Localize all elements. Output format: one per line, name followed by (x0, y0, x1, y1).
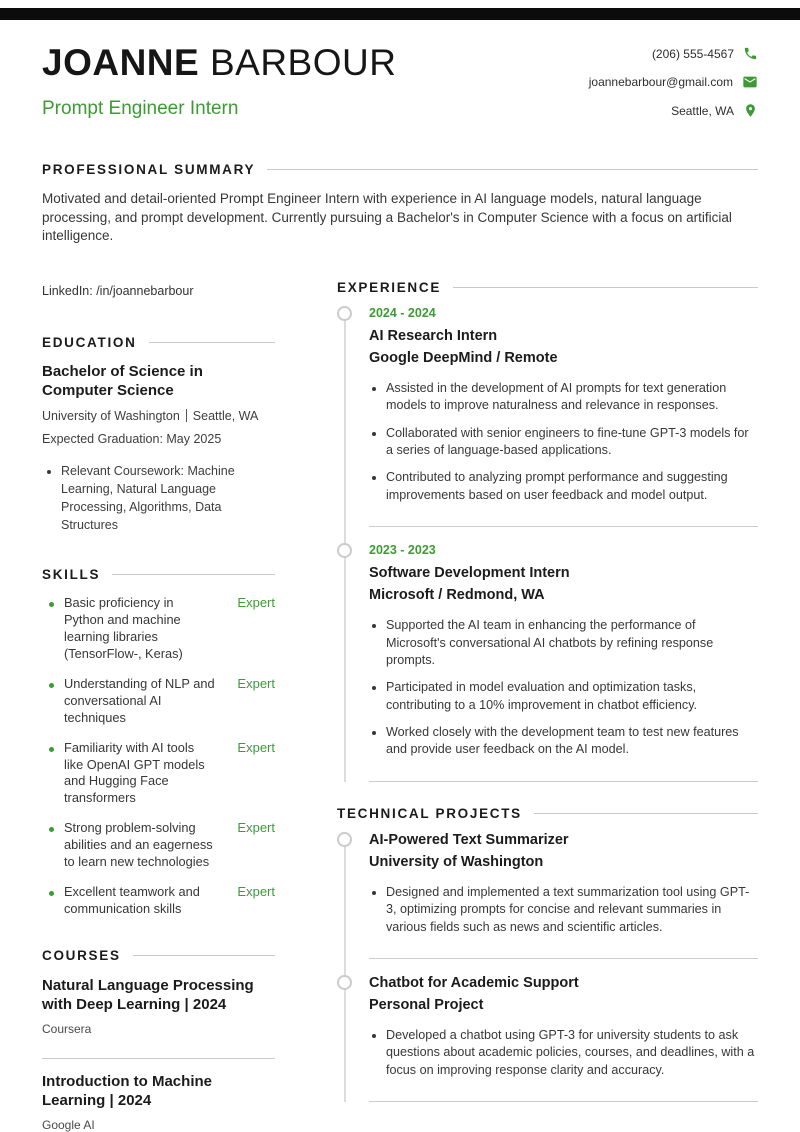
top-accent-bar (0, 8, 800, 20)
section-skills (42, 567, 275, 917)
education-heading: EDUCATION (42, 334, 137, 350)
entry-bullet: • Supported the AI team in enhancing the performance of Microsoft's conversational AI chatbots by refining response prompts. (386, 617, 758, 669)
entry-bullet: • Worked closely with the development team to test new features and provide user feedback on the AI model. (386, 724, 758, 759)
last-name: BARBOUR (209, 42, 397, 83)
heading-rule (534, 813, 758, 814)
section-experience (337, 280, 758, 782)
bullet-dot-icon (49, 602, 54, 607)
email-address: joannebarbour@gmail.com (588, 75, 733, 89)
course-divider (42, 1058, 275, 1059)
bullet-dot-icon (49, 747, 54, 752)
skill-item (42, 740, 275, 808)
courses-heading: COURSES (42, 947, 121, 963)
heading-rule (149, 342, 275, 343)
header (42, 44, 758, 131)
heading-rule (267, 169, 758, 170)
section-technical-projects (337, 806, 758, 1102)
courses-heading-row (42, 948, 275, 963)
location-pin-icon (743, 103, 758, 118)
entry-title: Software Development Intern (369, 565, 570, 582)
entry-divider (369, 526, 758, 527)
course-title: Natural Language Processing with Deep Learning | 2024 (42, 976, 254, 1013)
heading-rule (453, 287, 758, 288)
experience-entry (337, 543, 758, 782)
skill-name: Excellent teamwork and communication skills (64, 883, 200, 916)
timeline-marker-icon (337, 975, 352, 990)
contact-location (589, 103, 758, 118)
timeline-marker-icon (337, 832, 352, 847)
skill-name: Strong problem-solving abilities and an eagerness to learn new technologies (64, 820, 213, 869)
person-name (42, 44, 396, 83)
entry-subtitle: Microsoft / Redmond, WA (369, 587, 545, 604)
bullet-dot-icon (49, 891, 54, 896)
project-title: Chatbot for Academic Support (369, 974, 579, 991)
entry-dates: 2024 - 2024 (369, 305, 436, 320)
contact-block (589, 46, 758, 131)
section-courses (42, 948, 275, 1132)
location-text: Seattle, WA (671, 103, 734, 118)
entry-divider (369, 781, 758, 782)
bullet-dot-icon (49, 827, 54, 832)
course-provider: Google AI (42, 1117, 95, 1132)
entry-dates: 2023 - 2023 (369, 543, 436, 558)
project-entry (337, 832, 758, 959)
entry-bullet: • Collaborated with senior engineers to fine-tune GPT-3 models for a series of language-based applications. (386, 425, 758, 460)
timeline-marker-icon (337, 306, 352, 321)
entry-divider (369, 958, 758, 959)
right-column (337, 280, 758, 1132)
experience-heading: EXPERIENCE (337, 279, 442, 295)
course-provider: Coursera (42, 1021, 92, 1036)
skills-heading-row (42, 567, 275, 582)
project-title: AI-Powered Text Summarizer (369, 831, 569, 848)
experience-entry (337, 306, 758, 527)
projects-timeline (337, 832, 758, 1102)
skill-level: Expert (237, 595, 275, 611)
skill-name: Familiarity with AI tools like OpenAI GPT models and Hugging Face transformers (64, 739, 205, 806)
entry-bullet: • Assisted in the development of AI prompts for text generation models to improve naturalness and relevance in responses. (386, 380, 758, 415)
two-column-layout (42, 280, 758, 1132)
project-subtitle: University of Washington (369, 853, 544, 870)
identity-block (42, 44, 396, 120)
project-bullets (369, 1027, 758, 1079)
school-line (42, 409, 275, 423)
summary-heading: PROFESSIONAL SUMMARY (42, 162, 256, 177)
education-bullets (42, 463, 275, 534)
project-bullets (369, 884, 758, 936)
skill-level: Expert (237, 675, 275, 691)
separator-bar (186, 409, 187, 422)
experience-timeline (337, 306, 758, 782)
phone-number: (206) 555-4567 (651, 46, 734, 61)
linkedin-line: LinkedIn: /in/joannebarbour (42, 283, 194, 298)
project-entry (337, 975, 758, 1102)
projects-heading-row (337, 806, 758, 821)
entry-bullets (369, 617, 758, 759)
section-professional-summary (42, 162, 758, 246)
skill-item (42, 820, 275, 871)
left-column (42, 280, 275, 1132)
skill-level: Expert (237, 820, 275, 836)
skill-item (42, 676, 275, 727)
summary-text: Motivated and detail-oriented Prompt Engineer Intern with experience in AI language models, natural language processing, and prompt development. Currently pursuing a Bachelor's in Computer Science with a focus on artificial intelligence. (42, 191, 732, 244)
entry-bullet: • Contributed to analyzing prompt performance and suggesting improvements based on user feedback and model output. (386, 469, 758, 504)
heading-rule (133, 955, 275, 956)
job-title: Prompt Engineer Intern (42, 97, 239, 119)
skills-heading: SKILLS (42, 567, 101, 583)
entry-bullet: • Participated in model evaluation and optimization tasks, contributing to a 10% improvement in chatbot efficiency. (386, 679, 758, 714)
coursework-bullet: • Relevant Coursework: Machine Learning, Natural Language Processing, Algorithms, Data Structures (61, 463, 275, 534)
entry-title: AI Research Intern (369, 327, 498, 344)
section-education (42, 335, 275, 535)
phone-icon (743, 46, 758, 61)
entry-divider (369, 1101, 758, 1102)
degree-title: Bachelor of Science in Computer Science (42, 362, 203, 399)
entry-bullets (369, 380, 758, 504)
school-location: Seattle, WA (192, 409, 259, 424)
skill-name: Understanding of NLP and conversational AI techniques (64, 675, 215, 725)
school-name: University of Washington (42, 409, 180, 424)
projects-heading: TECHNICAL PROJECTS (337, 805, 522, 821)
project-bullet: • Designed and implemented a text summarization tool using GPT-3, optimizing prompts for concise and relevant summaries in various fields such as news and scientific articles. (386, 884, 758, 936)
timeline-marker-icon (337, 543, 352, 558)
course-title: Introduction to Machine Learning | 2024 (42, 1072, 212, 1109)
email-icon (742, 74, 758, 90)
bullet-dot-icon (49, 683, 54, 688)
skill-item (42, 884, 275, 918)
skill-level: Expert (237, 739, 275, 755)
summary-heading-row (42, 162, 758, 177)
skill-level: Expert (237, 883, 275, 899)
entry-subtitle: Google DeepMind / Remote (369, 349, 558, 366)
project-bullet: • Developed a chatbot using GPT-3 for university students to ask questions about academic policies, courses, and deadlines, with a focus on improving response clarity and accuracy. (386, 1027, 758, 1079)
skill-item (42, 595, 275, 663)
experience-heading-row (337, 280, 758, 295)
contact-phone (589, 46, 758, 61)
skill-name: Basic proficiency in Python and machine learning libraries (TensorFlow-, Keras) (64, 595, 183, 662)
first-name: JOANNE (42, 42, 200, 83)
project-subtitle: Personal Project (369, 996, 484, 1013)
graduation-line: Expected Graduation: May 2025 (42, 432, 222, 447)
heading-rule (112, 574, 275, 575)
contact-email (589, 74, 758, 90)
education-heading-row (42, 335, 275, 350)
